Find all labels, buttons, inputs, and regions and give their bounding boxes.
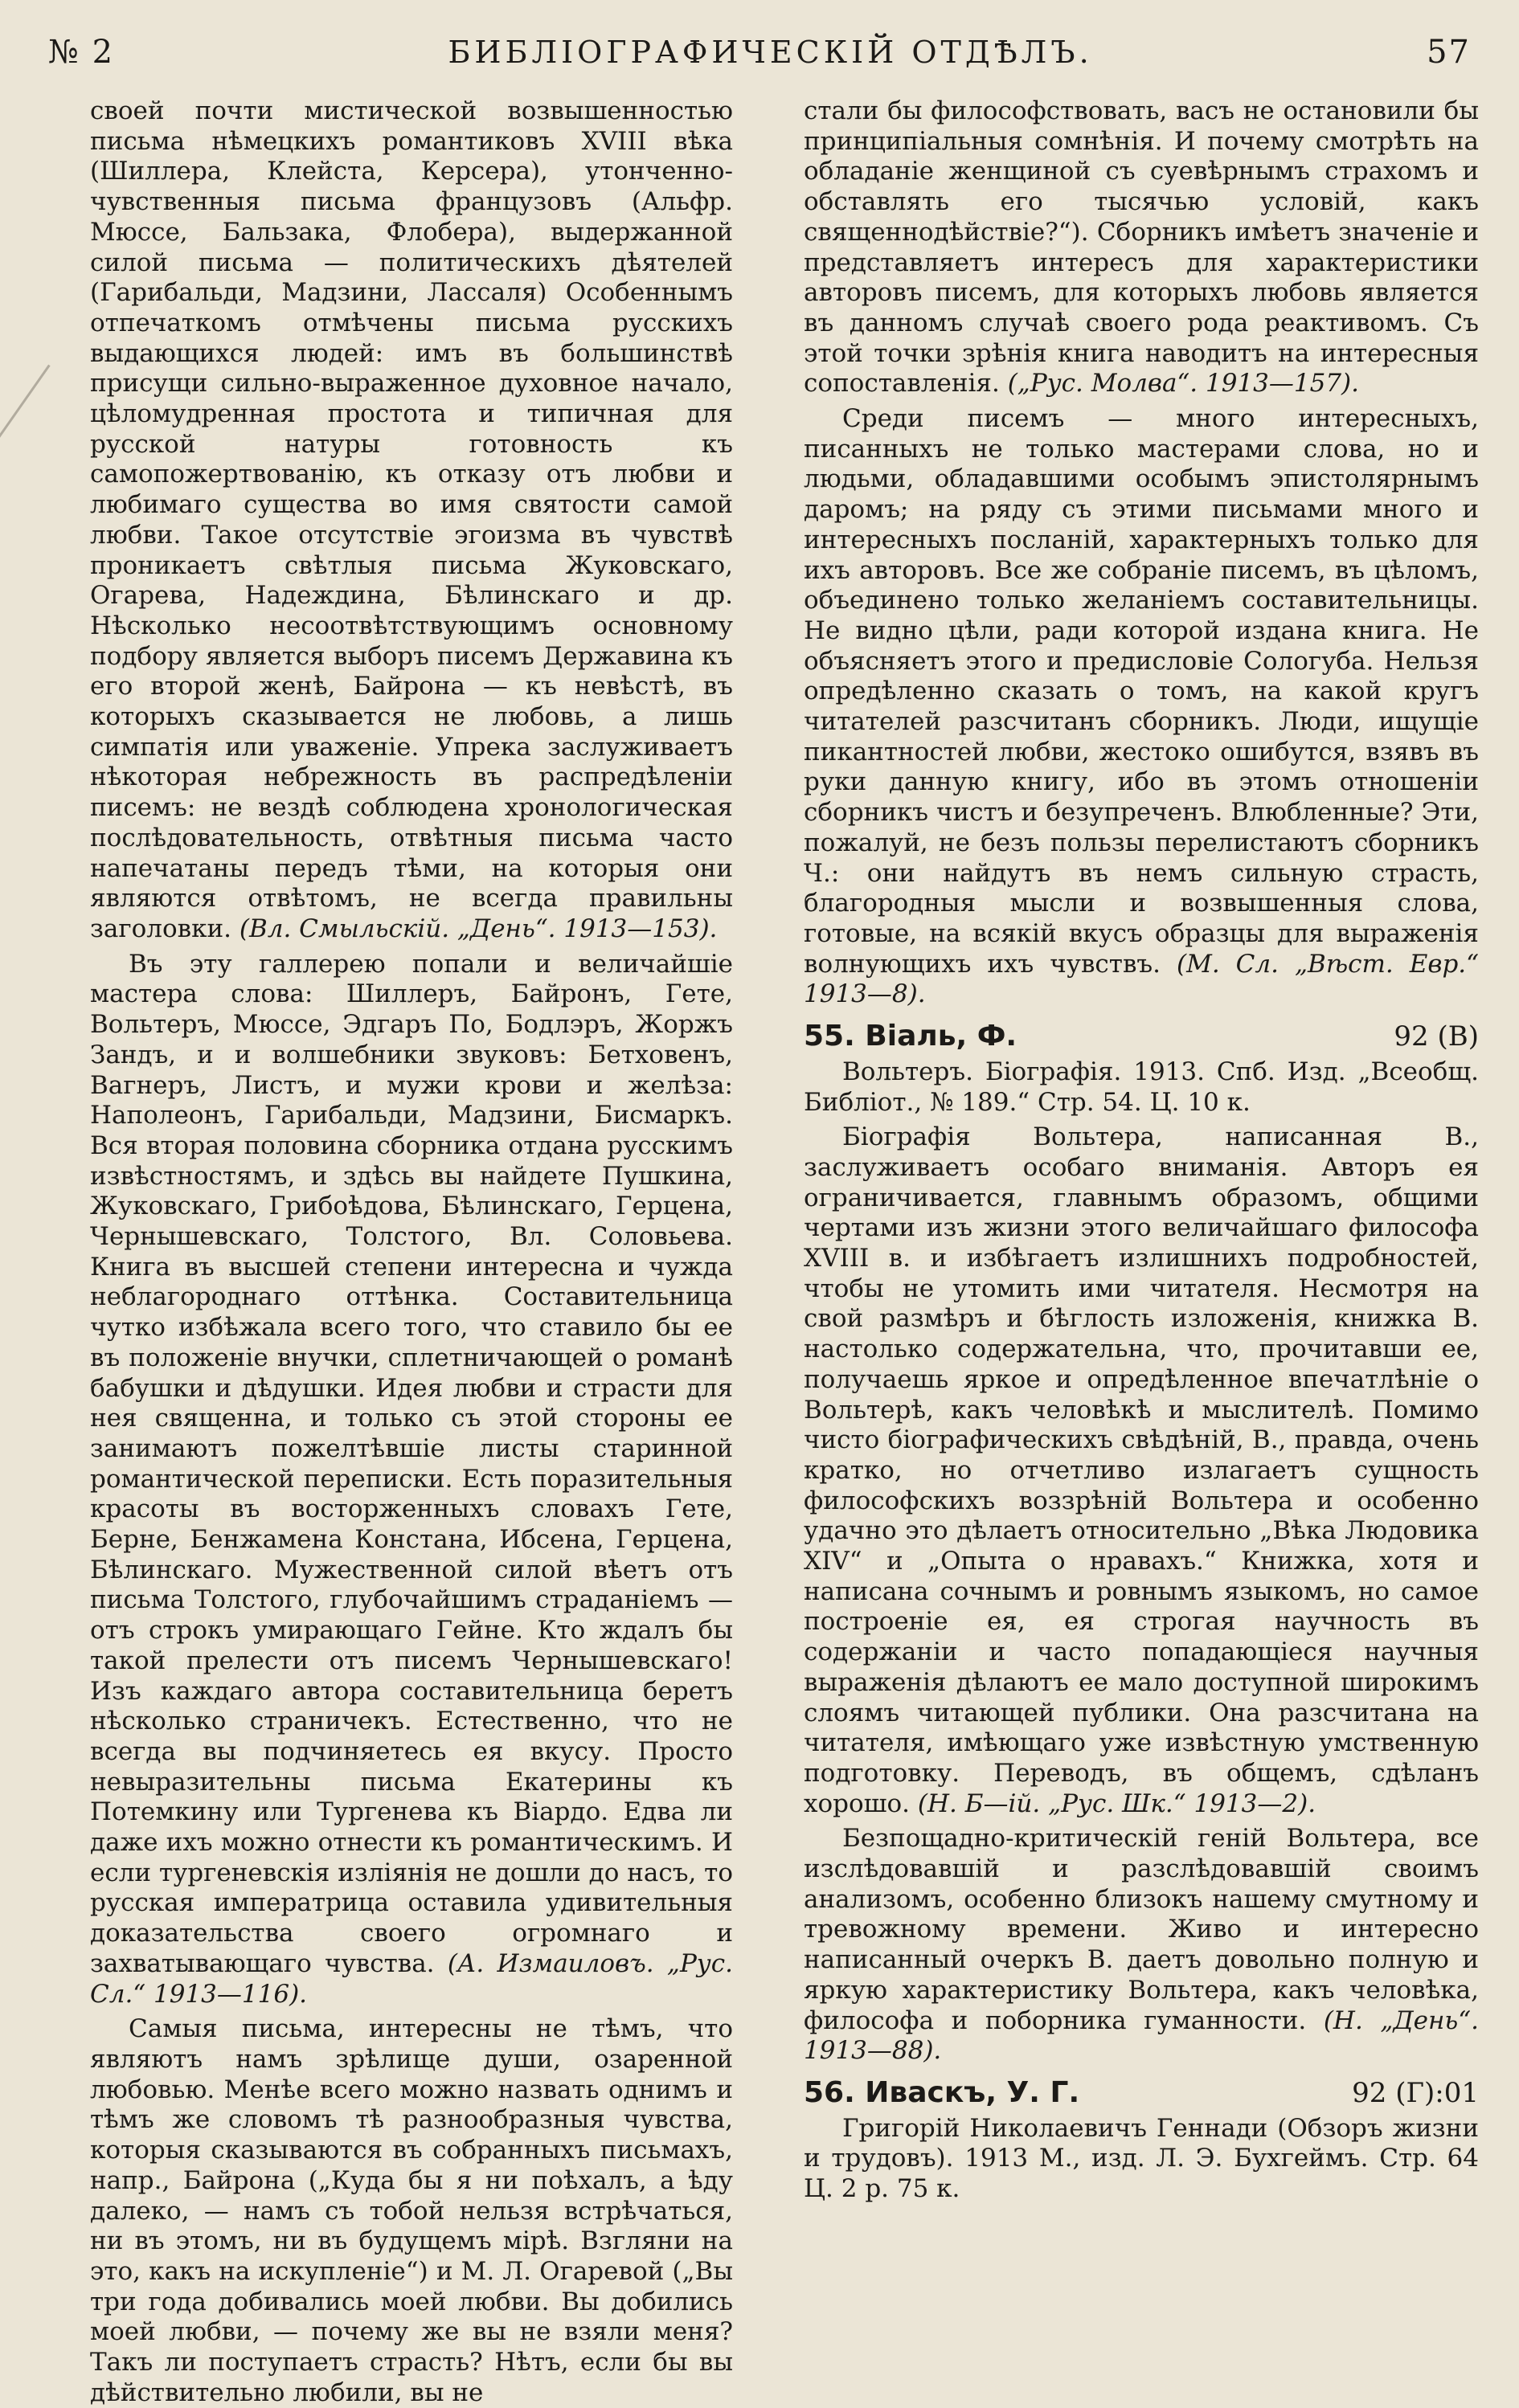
bibliographic-record: Вольтеръ. Біографія. 1913. Спб. Изд. „Всеобщ. Библіот., № 189.“ Стр. 54. Ц. 10 к. <box>804 1057 1479 1117</box>
bibliographic-record: Григорій Николаевичъ Геннади (Обзоръ жизни и трудовъ). 1913 М., изд. Л. Э. Бухгеймъ. Стр. 64 Ц. 2 р. 75 к. <box>804 2113 1479 2204</box>
section-title: БИБЛІОГРАФИЧЕСКІЙ ОТДѢЛЪ. <box>448 35 1093 70</box>
entry-heading <box>804 1021 1479 1053</box>
margin-mark <box>0 365 51 472</box>
source-citation: (М. Сл. „Вѣст. Евр.“ 1913—8). <box>804 949 1479 1009</box>
paragraph: Біографія Вольтера, написанная В., заслуживаетъ особаго вниманія. Авторъ ея ограничивается, главнымъ образомъ, общими чертами изъ жизни этого величайшаго философа XVIII в. и избѣгаетъ излишнихъ подробностей, чтобы не утомить ими читателя. Несмотря на свой размѣръ и бѣглость изложенія, книжка В. настолько содержательна, что, прочитавши ее, получаешь яркое и опредѣленное впечатлѣніе о Вольтерѣ, какъ человѣкѣ и мыслителѣ. Помимо чисто біографическихъ свѣдѣній, В., правда, очень кратко, но отчетливо излагаетъ сущность философскихъ воззрѣній Вольтера и особенно удачно это дѣлаетъ относительно „Вѣка Людовика XIV“ и „Опыта о нравахъ.“ Книжка, хотя и написана сочнымъ и ровнымъ языкомъ, но самое построеніе ея, ея строгая научность въ содержаніи и часто попадающіеся научныя выраженія дѣлаютъ ее мало доступной широкимъ слоямъ читающей публики. Она разсчитана на читателя, имѣющаго уже извѣстную умственную подготовку. Переводъ, въ общемъ, сдѣланъ хорошо. (Н. Б—ій. „Рус. Шк.“ 1913—2). <box>804 1122 1479 1818</box>
left-column <box>90 96 734 2407</box>
entry-code: 92 (Г):01 <box>1352 2077 1479 2109</box>
entry-title: 56. Иваскъ, У. Г. <box>804 2076 1080 2109</box>
entry-title: 55. Віаль, Ф. <box>804 1020 1017 1053</box>
issue-number: № 2 <box>48 34 115 71</box>
paragraph: стали бы философствовать, васъ не остановили бы принципіальныя сомнѣнія. И почему смотрѣть на обладаніе женщиной съ суевѣрнымъ страхомъ и обставлять его тысячью условій, какъ священнодѣйствіе?“). Сборникъ имѣетъ значеніе и представляетъ интересъ для характеристики авторовъ писемъ, для которыхъ любовь является въ данномъ случаѣ своего рода реактивомъ. Съ этой точки зрѣнія книга наводитъ на интересныя сопоставленія. („Рус. Молва“. 1913—157). <box>804 96 1479 399</box>
source-citation: (Н. Б—ій. „Рус. Шк.“ 1913—2). <box>917 1789 1316 1818</box>
entry-code: 92 (В) <box>1394 1020 1479 1053</box>
paragraph: своей почти мистической возвышенностью письма нѣмецкихъ романтиковъ XVIII вѣка (Шиллера, Клейста, Керсера), утонченно-чувственныя письма французовъ (Альфр. Мюссе, Бальзака, Флобера), выдержанной силой письма — политическихъ дѣятелей (Гарибальди, Мадзини, Лассаля) Особеннымъ отпечаткомъ отмѣчены письма русскихъ выдающихся людей: имъ въ большинствѣ присущи сильно-выраженное духовное начало, цѣломудренная простота и типичная для русской натуры готовность къ самопожертвованію, къ отказу отъ любви и любимаго существа во имя святости самой любви. Такое отсутствіе эгоизма въ чувствѣ проникаетъ свѣтлыя письма Жуковскаго, Огарева, Надеждина, Бѣлинскаго и др. Нѣсколько несоотвѣтствующимъ основному подбору является выборъ писемъ Державина къ его второй женѣ, Байрона — къ невѣстѣ, въ которыхъ сказывается не любовь, а лишь симпатія или уваженіе. Упрека заслуживаетъ нѣкоторая небрежность въ распредѣленіи писемъ: не вездѣ соблюдена хронологическая послѣдовательность, отвѣтныя письма часто напечатаны передъ тѣми, на которыя они являются отвѣтомъ, не всегда правильны заголовки. (Вл. Смыльскій. „День“. 1913—153). <box>90 96 733 943</box>
source-citation: („Рус. Молва“. 1913—157). <box>1007 369 1359 399</box>
page-number: 57 <box>1427 34 1471 71</box>
entry-heading <box>804 2078 1479 2109</box>
source-citation: (А. Измаиловъ. „Рус. Сл.“ 1913—116). <box>90 1948 734 2009</box>
paragraph: Въ эту галлерею попали и величайшіе мастера слова: Шиллеръ, Байронъ, Гете, Вольтеръ, Мюссе, Эдгаръ По, Бодлэръ, Жоржъ Зандъ, и и волшебники звуковъ: Бетховенъ, Вагнеръ, Листъ, и мужи крови и желѣза: Наполеонъ, Гарибальди, Мадзини, Бисмаркъ. Вся вторая половина сборника отдана русскимъ извѣстностямъ, и здѣсь вы найдете Пушкина, Жуковскаго, Грибоѣдова, Бѣлинскаго, Герцена, Чернышевскаго, Толстого, Вл. Соловьева. Книга въ высшей степени интересна и чужда неблагороднаго оттѣнка. Составительница чутко избѣжала всего того, что ставило бы ее въ положеніе внучки, сплетничающей о романѣ бабушки и дѣдушки. Идея любви и страсти для нея священна, и только съ этой стороны ее занимаютъ пожелтѣвшіе листы старинной романтической переписки. Есть поразительныя красоты въ восторженныхъ словахъ Гете, Берне, Бенжамена Констана, Ибсена, Герцена, Бѣлинскаго. Мужественной силой вѣетъ отъ письма Толстого, глубочайшимъ страданіемъ — отъ строкъ умирающаго Гейне. Кто ждалъ бы такой прелести отъ писемъ Чернышевскаго! Изъ каждаго автора составительница беретъ нѣсколько страничекъ. Естественно, что не всегда вы подчиняетесь ея вкусу. Просто невыразительны письма Екатерины къ Потемкину или Тургенева къ Віардо. Едва ли даже ихъ можно отнести къ романтическимъ. И если тургеневскія изліянія не дошли до насъ, то русская императрица оставила удивительныя доказательства своего огромнаго и захватывающаго чувства. (А. Измаиловъ. „Рус. Сл.“ 1913—116). <box>90 949 734 2009</box>
source-citation: (Вл. Смыльскій. „День“. 1913—153). <box>239 914 718 943</box>
paragraph: Самыя письма, интересны не тѣмъ, что являютъ намъ зрѣлище души, озаренной любовью. Менѣе всего можно назвать однимъ и тѣмъ же словомъ тѣ разнообразныя чувства, которыя сказываются въ собранныхъ письмахъ, напр., Байрона („Куда бы я ни поѣхалъ, а ѣду далеко, — намъ съ тобой нельзя встрѣчаться, ни въ этомъ, ни въ будущемъ мірѣ. Взгляни на это, какъ на искупленіе“) и М. Л. Огаревой („Вы три года добивались моей любви. Вы добились моей любви, — почему же вы не взяли меня? Такъ ли поступаетъ страсть? Нѣтъ, если бы вы дѣйствительно любили, вы не <box>90 2014 733 2407</box>
paragraph: Среди писемъ — много интересныхъ, писанныхъ не только мастерами слова, но и людьми, обладавшими особымъ эпистолярнымъ даромъ; на ряду съ этими письмами много и интересныхъ посланій, характерныхъ только для ихъ авторовъ. Все же собраніе писемъ, въ цѣломъ, объединено только желаніемъ составительницы. Не видно цѣли, ради которой издана книга. Не объясняетъ этого и предисловіе Сологуба. Нельзя опредѣленно сказать о томъ, на какой кругъ читателей разсчитанъ сборникъ. Люди, ищущіе пикантностей любви, жестоко ошибутся, взявъ въ руки данную книгу, ибо въ этомъ отношеніи сборникъ чистъ и безупреченъ. Влюбленные? Эти, пожалуй, не безъ пользы перелистаютъ сборникъ Ч.: они найдутъ въ немъ сильную страсть, благородныя мысли и возвышенныя слова, готовые, на всякій вкусъ образцы для выраженія волнующихъ ихъ чувствъ. (М. Сл. „Вѣст. Евр.“ 1913—8). <box>804 404 1479 1009</box>
page-header <box>48 24 1471 80</box>
source-citation: (Н. „День“. 1913—88). <box>804 2005 1480 2066</box>
paragraph: Безпощадно-критическій геній Вольтера, все изслѣдовавшій и разслѣдовавшій своимъ анализомъ, особенно близокъ нашему смутному и тревожному времени. Живо и интересно написанный очеркъ В. даетъ довольно полную и яркую характеристику Вольтера, какъ человѣка, философа и поборника гуманности. (Н. „День“. 1913—88). <box>804 1824 1480 2066</box>
right-column <box>804 96 1479 2250</box>
